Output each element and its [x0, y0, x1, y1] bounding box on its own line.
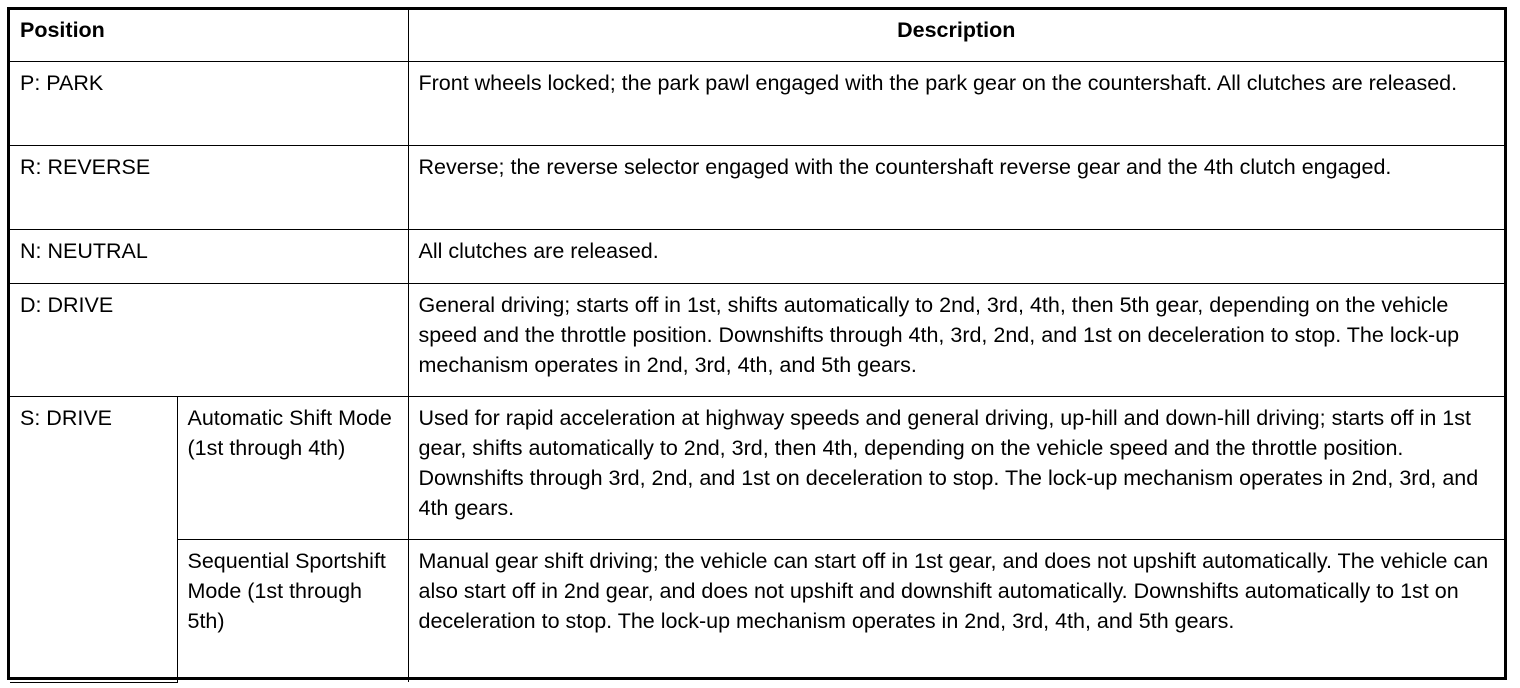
position-cell: P: PARK [10, 61, 408, 145]
table-row [10, 539, 1504, 682]
table-header-row [10, 10, 1504, 61]
mode-cell: Automatic Shift Mode (1st through 4th) [177, 396, 408, 539]
table-row [10, 396, 1504, 539]
header-description: Description [408, 10, 1504, 61]
description-cell: Reverse; the reverse selector engaged with the countershaft reverse gear and the 4th clutch engaged. [408, 145, 1504, 229]
position-cell-s-drive: S: DRIVE [10, 396, 177, 682]
table-row [10, 61, 1504, 145]
header-position: Position [10, 10, 408, 61]
table-row [10, 283, 1504, 396]
table-row [10, 229, 1504, 283]
shift-position-table [10, 10, 1504, 683]
description-cell: Used for rapid acceleration at highway speeds and general driving, up-hill and down-hill driving; starts off in 1st gear, shifts automatically to 2nd, 3rd, then 4th, depending on the vehicle speed and the throttle position. Downshifts through 3rd, 2nd, and 1st on deceleration to stop. The lock-up mechanism operates in 2nd, 3rd, and 4th gears. [408, 396, 1504, 539]
position-cell: R: REVERSE [10, 145, 408, 229]
description-cell: Manual gear shift driving; the vehicle can start off in 1st gear, and does not upshift automatically. The vehicle can also start off in 2nd gear, and does not upshift and downshift automatically. Downshifts automatically to 1st on deceleration to stop. The lock-up mechanism operates in 2nd, 3rd, 4th, and 5th gears. [408, 539, 1504, 682]
position-cell: N: NEUTRAL [10, 229, 408, 283]
description-cell: Front wheels locked; the park pawl engaged with the park gear on the countershaft. All clutches are released. [408, 61, 1504, 145]
position-cell: D: DRIVE [10, 283, 408, 396]
table-row [10, 145, 1504, 229]
mode-cell: Sequential Sportshift Mode (1st through 5th) [177, 539, 408, 682]
description-cell: All clutches are released. [408, 229, 1504, 283]
shift-position-table-frame [7, 7, 1507, 680]
description-cell: General driving; starts off in 1st, shifts automatically to 2nd, 3rd, 4th, then 5th gear, depending on the vehicle speed and the throttle position. Downshifts through 4th, 3rd, 2nd, and 1st on deceleration to stop. The lock-up mechanism operates in 2nd, 3rd, 4th, and 5th gears. [408, 283, 1504, 396]
